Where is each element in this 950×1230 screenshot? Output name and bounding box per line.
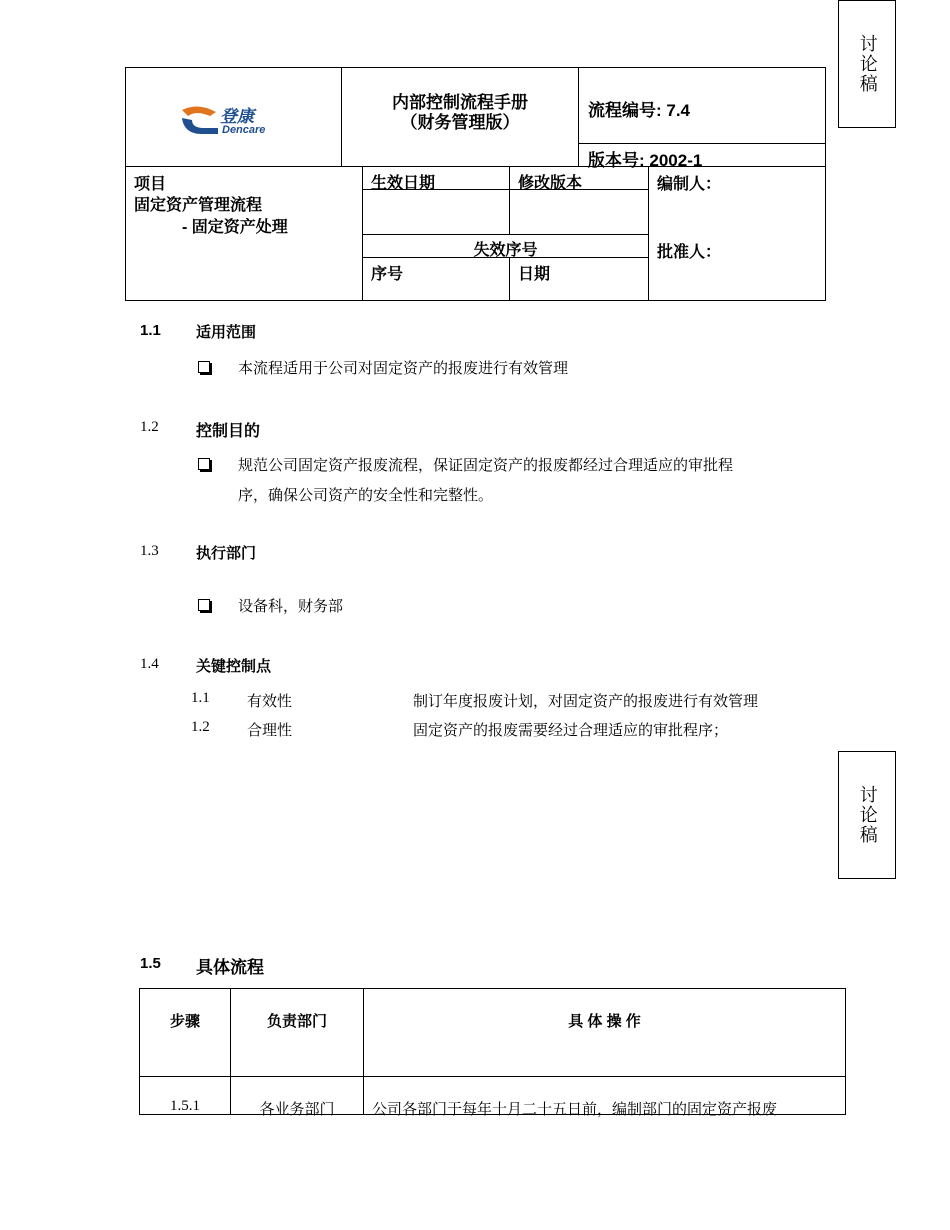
section-3-number: 1.3 [140, 543, 159, 559]
process-number: 流程编号: 7.4 [588, 101, 691, 120]
expiry-label: 失效序号 [473, 242, 538, 259]
section-2-bullet-line1: 规范公司固定资产报废流程，保证固定资产的报废都经过合理适应的审批程 [238, 458, 734, 474]
seq-label: 序号 [371, 266, 404, 283]
manual-subtitle: （财务管理版） [400, 113, 520, 132]
draft-stamp-text: 讨论稿 [857, 34, 878, 94]
section-2-number: 1.2 [140, 419, 159, 435]
author-label: 编制人： [657, 176, 722, 193]
control-point-number: 1.2 [191, 719, 210, 735]
flow-header-operation: 具 体 操 作 [568, 1013, 641, 1030]
flow-header-step: 步骤 [169, 1013, 200, 1030]
section-5-title: 具体流程 [196, 958, 264, 977]
effective-date-label: 生效日期 [371, 175, 436, 192]
control-point-desc: 固定资产的报废需要经过合理适应的审批程序； [413, 723, 729, 739]
section-1-bullet: 本流程适用于公司对固定资产的报废进行有效管理 [238, 361, 569, 377]
checkbox-bullet-icon [198, 458, 210, 470]
draft-stamp-top [838, 0, 896, 128]
flow-header-dept: 负责部门 [266, 1013, 327, 1030]
checkbox-bullet-icon [198, 361, 210, 373]
control-point-name: 合理性 [247, 723, 293, 739]
section-4-number: 1.4 [140, 656, 159, 672]
section-2-title: 控制目的 [196, 423, 261, 440]
draft-stamp-text: 讨论稿 [857, 785, 878, 845]
project-name: 固定资产管理流程 [134, 197, 263, 214]
control-point-desc: 制订年度报废计划，对固定资产的报废进行有效管理 [413, 694, 759, 710]
logo-cn-text: 登康 [220, 107, 254, 126]
control-point-number: 1.1 [191, 690, 210, 706]
flow-row-step: 1.5.1 [170, 1098, 200, 1114]
draft-stamp-middle [838, 751, 896, 879]
section-4-title: 关键控制点 [196, 658, 272, 675]
manual-title: 内部控制流程手册 [392, 93, 528, 112]
section-5-number: 1.5 [140, 955, 161, 972]
date-label: 日期 [518, 266, 551, 283]
checkbox-bullet-icon [198, 599, 210, 611]
project-label: 项目 [134, 176, 167, 193]
section-1-number: 1.1 [140, 322, 161, 339]
company-logo [180, 104, 275, 138]
section-3-bullet: 设备科，财务部 [238, 599, 344, 615]
logo-mark-icon [180, 104, 220, 136]
project-subname: - 固定资产处理 [182, 219, 288, 236]
section-1-title: 适用范围 [196, 324, 257, 341]
logo-en-text: Dencare [222, 124, 266, 136]
flow-row-operation: 公司各部门于每年十月二十五日前，编制部门的固定资产报废 [372, 1102, 778, 1118]
approver-label: 批准人： [657, 244, 722, 261]
control-point-name: 有效性 [247, 694, 293, 710]
section-2-bullet-line2: 序，确保公司资产的安全性和完整性。 [238, 488, 494, 504]
revision-label: 修改版本 [518, 175, 583, 192]
version-number: 版本号: 2002-1 [588, 151, 703, 170]
section-3-title: 执行部门 [196, 545, 257, 562]
flow-row-dept: 各业务部门 [259, 1102, 335, 1118]
